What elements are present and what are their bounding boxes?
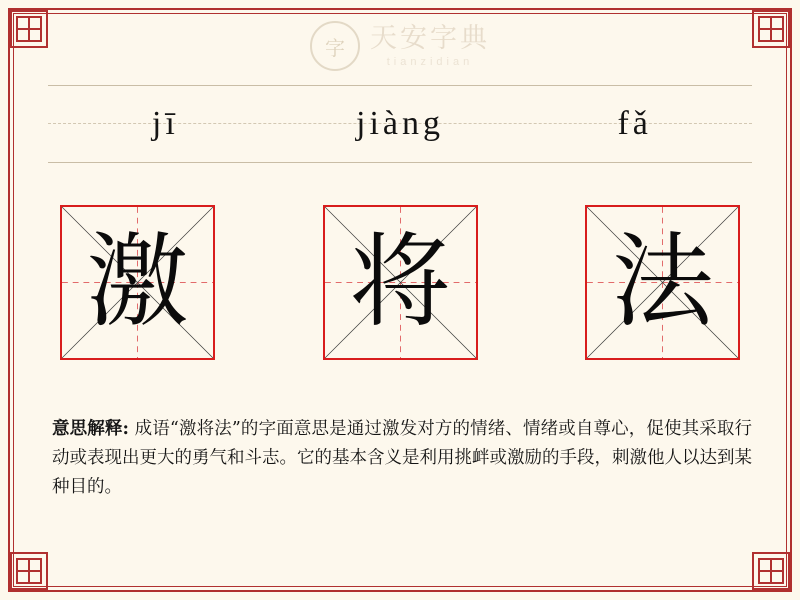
pinyin-syllable: fǎ: [617, 105, 652, 142]
character-glyph: 激: [86, 222, 189, 342]
seal-stamp-icon: 字: [310, 21, 360, 71]
pinyin-row: [48, 85, 752, 163]
corner-ornament-icon: [8, 550, 50, 592]
brand-title: 天安字典: [370, 22, 490, 53]
character-grid-cell: [323, 205, 478, 360]
character-glyph: 将: [349, 222, 451, 342]
character-glyph: 法: [611, 222, 714, 342]
pinyin-syllable: jiàng: [356, 105, 444, 142]
character-grid-row: [60, 205, 740, 360]
character-grid-cell: [585, 205, 740, 360]
site-watermark: [0, 16, 800, 76]
pinyin-staff: [48, 85, 752, 163]
brand-text: [370, 22, 490, 68]
explanation-text: 成语“激将法”的字面意思是通过激发对方的情绪、情绪或自尊心，促使其采取行动或表现出更大的勇气和斗志。它的基本含义是利用挑衅或激励的手段，刺激他人以达到某种目的。: [52, 419, 752, 497]
pinyin-syllable: jī: [151, 105, 179, 142]
character-grid-cell: [60, 205, 215, 360]
corner-ornament-icon: [750, 550, 792, 592]
brand-subtitle: tianzidian: [386, 55, 474, 68]
explanation-label: 意思解释:: [52, 419, 129, 439]
explanation-paragraph: [52, 415, 752, 502]
